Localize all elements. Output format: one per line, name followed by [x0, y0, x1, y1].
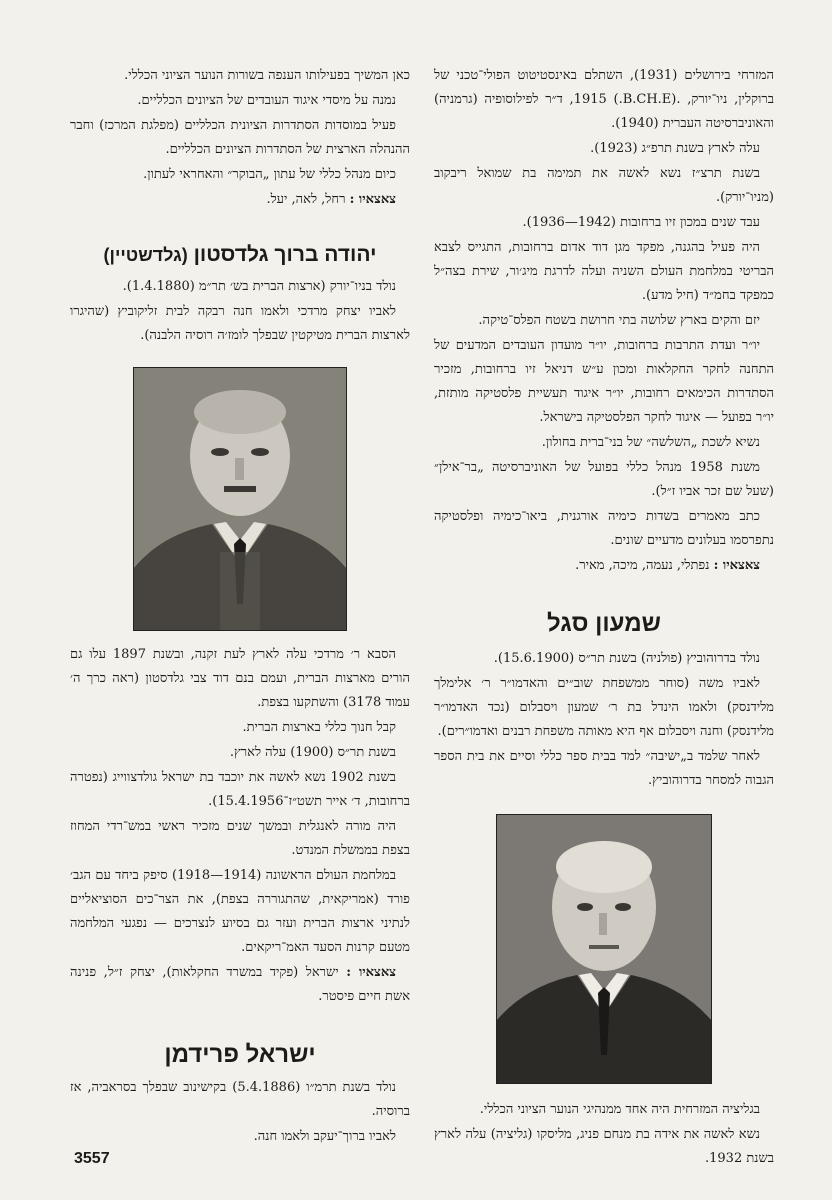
bio2-after-photo — [434, 1098, 774, 1171]
bio3-title-name: יהודה ברוך גלדסטון — [193, 243, 377, 266]
bio3-title — [70, 241, 410, 269]
bio3-children — [70, 961, 410, 1009]
bio0-continued — [70, 64, 410, 212]
bio1-children — [434, 554, 774, 578]
bio1-paragraph: עבד שנים במכון זיו ברחובות (1942—1936). — [522, 215, 760, 230]
bio2-title: שמעון סגל — [547, 610, 661, 637]
bio1-paragraph: עלה לארץ בשנת תרפ״ג (1923). — [590, 141, 760, 156]
bio0-children — [70, 188, 410, 212]
bio3-paragraph: קבל חנוך כללי בארצות הברית. — [242, 720, 396, 735]
bio0-paragraph: כיום מנהל כללי של עתון „הבוקר״ והאחראי לעתון. — [143, 167, 396, 182]
bio3-paragraph: במלחמת העולם הראשונה (1914—1918) סיפק ביחד עם הגב׳ פורד (אמריקאית, שהתגוררה בצפת), את הצר־כים הסוציאליים לנתיני ארצות הברית ועזר גם בסיוע לנצרכים — נפגעי המלחמה מטעם קרנות הסעד האמ־ריקאים. — [70, 868, 410, 955]
children-label: צאצאיו : — [346, 965, 396, 980]
bio2-paragraph: בגליציה המזרחית היה אחד ממנהיגי הנוער הציוני הכללי. — [479, 1102, 760, 1117]
children-names: רחל, לאה, יעל. — [266, 192, 346, 207]
right-column — [434, 64, 774, 1172]
bio2-body — [434, 647, 774, 793]
photo-yehuda-gladstone — [133, 367, 347, 631]
bio1-paragraph: יו״ר ועדת התרבות ברחובות, יו״ר מועדון העובדים המדעים של התחנה לחקר החקלאות ומכון ע״ש דניאל זיו ברחובות, מזכיר הסתדרות הכימאים רחובות, יו״ר איגוד תעשיית פלסטיקה מותזת, יו״ר בפועל — איגוד לחקר הפלסטיקה בישראל. — [434, 338, 774, 425]
bio1-paragraph: בשנת תרצ״ז נשא לאשה את תמימה בת שמואל ריבקוב (מניו־יורק). — [434, 166, 774, 205]
bio3-paragraph: לאביו יצחק מרדכי ולאמו חנה רבקה לבית זליקוביץ (שהיגרו לארצות הברית מטיקטין שבפלך לומז׳ה רוסיה הלבנה). — [70, 304, 410, 343]
bio4-title: ישראל פרידמן — [164, 1041, 316, 1068]
bio3-paragraph: הסבא ר׳ מרדכי עלה לארץ לעת זקנה, ובשנת 1897 עלו גם הורים מארצות הברית, ועמם בנם דוד צבי גלדסטון (ראה כרך ה׳ עמוד 3178) והשתקעו בצפת. — [70, 647, 410, 710]
page-number: 3557 — [74, 1150, 110, 1167]
children-label: צאצאיו : — [349, 192, 396, 207]
portrait-man-left-icon — [134, 368, 346, 630]
bio3-paragraph: בשנת תר״ס (1900) עלה לארץ. — [229, 745, 396, 760]
bio2-paragraph: נולד בדרוהוביץ (פולניה) בשנת תר״ס (15.6.1900). — [493, 651, 760, 666]
bio0-paragraph: נמנה על מיסדי איגוד העובדים של הציונים הכלליים. — [137, 93, 396, 108]
bio3-body — [70, 275, 410, 348]
bio0-paragraph: פעיל במוסדות הסתדרות הציונית הכלליים (מפלגת המרכז) וחבר ההנהלה הארצית של הסתדרות הציונים הכלליים. — [70, 118, 410, 157]
photo-shimon-segal — [496, 814, 712, 1084]
bio3-paragraph: נולד בניו־יורק (ארצות הברית בש׳ תר״מ (1.4.1880). — [122, 279, 396, 294]
bio1-paragraph: היה פעיל בהגנה, מפקד מגן דוד אדום ברחובות, התגייס לצבא הבריטי במלחמת העולם השניה ועלה לדרגת מיג׳ור, שירת בצה״ל כמפקד בחמ״ד (חיל מדע). — [434, 240, 774, 303]
bio4-paragraph: נולד בשנת תרמ״ו (5.4.1886) בקישינוב שבפלך בסראביה, אז ברוסיה. — [70, 1080, 410, 1119]
children-names: ישראל (פקיד במשרד החקלאות), יצחק ז״ל, פנינה אשת חיים פיסטר. — [70, 965, 410, 1004]
children-names: נפתלי, נעמה, מיכה, מאיר. — [575, 558, 710, 573]
bio2-paragraph: לאביו משה (סוחר ממשפחת שוב״ים והאדמו״ר ר׳ אלימלך מלידנסק) ולאמו הינדל בת ר׳ שמעון ויסבלום (נכד האדמו״ר מלידנסק) וחנה ויסבלום אף היא מאותה משפחת רבנים ואדמו״רים). — [434, 676, 774, 739]
bio3-title-note: (גלדשטיין) — [103, 245, 188, 265]
bio3-paragraph: היה מורה לאנגלית ובמשך שנים מזכיר ראשי במש־רדי המחוז בצפת בממשלת המנדט. — [70, 819, 410, 858]
bio3-after-photo — [70, 643, 410, 1009]
bio1-continued — [434, 64, 774, 578]
bio1-paragraph: יזם והקים בארץ שלושה בתי חרושת בשטח הפלס־טיקה. — [478, 313, 760, 328]
bio2-paragraph: לאחר שלמד ב„ישיבה״ למד בבית ספר כללי וסיים את בית הספר הגבוה למסחר בדרוהוביץ. — [434, 749, 774, 788]
children-label: צאצאיו : — [713, 558, 760, 573]
bio4-body — [70, 1076, 410, 1149]
bio4-paragraph: לאביו ברוך־יעקב ולאמו חנה. — [253, 1129, 396, 1144]
bio1-paragraph: כתב מאמרים בשדות כימיה אורגנית, ביאו־כימיה ופלסטיקה נתפרסמו בעלונים מדעיים שונים. — [434, 509, 774, 548]
bio3-paragraph: בשנת 1902 נשא לאשה את יוכבד בת ישראל גולדצווייג (נפטרה ברחובות, ד׳ אייר תשט״ז־15.4.1956). — [70, 770, 410, 809]
bio0-paragraph: כאן המשיך בפעילותו הענפה בשורות הנוער הציוני הכללי. — [124, 68, 410, 83]
left-column — [70, 64, 410, 1150]
bio1-paragraph: נשיא לשכת „השלשה״ של בני־ברית בחולון. — [541, 435, 760, 450]
bio2-paragraph: נשא לאשה את אידה בת מנחם פניג, מליסקו (גליציה) עלה לארץ בשנת 1932. — [434, 1127, 774, 1166]
bio1-paragraph: משנת 1958 מנהל כללי בפועל של האוניברסיטה „בר־אילן״ (שעל שם זכר אביו ז״ל). — [434, 460, 774, 499]
bio1-paragraph: המזרחי בירושלים (1931), השתלם באינסטיטוט הפולי־טכני של ברוקלין, ניו־יורק, .(B.CH.E.) 1915, ד״ר לפילוסופיה (גרמניה) והאוניברסיטה העברית (1940). — [434, 68, 774, 131]
portrait-man-right-icon — [497, 815, 711, 1083]
